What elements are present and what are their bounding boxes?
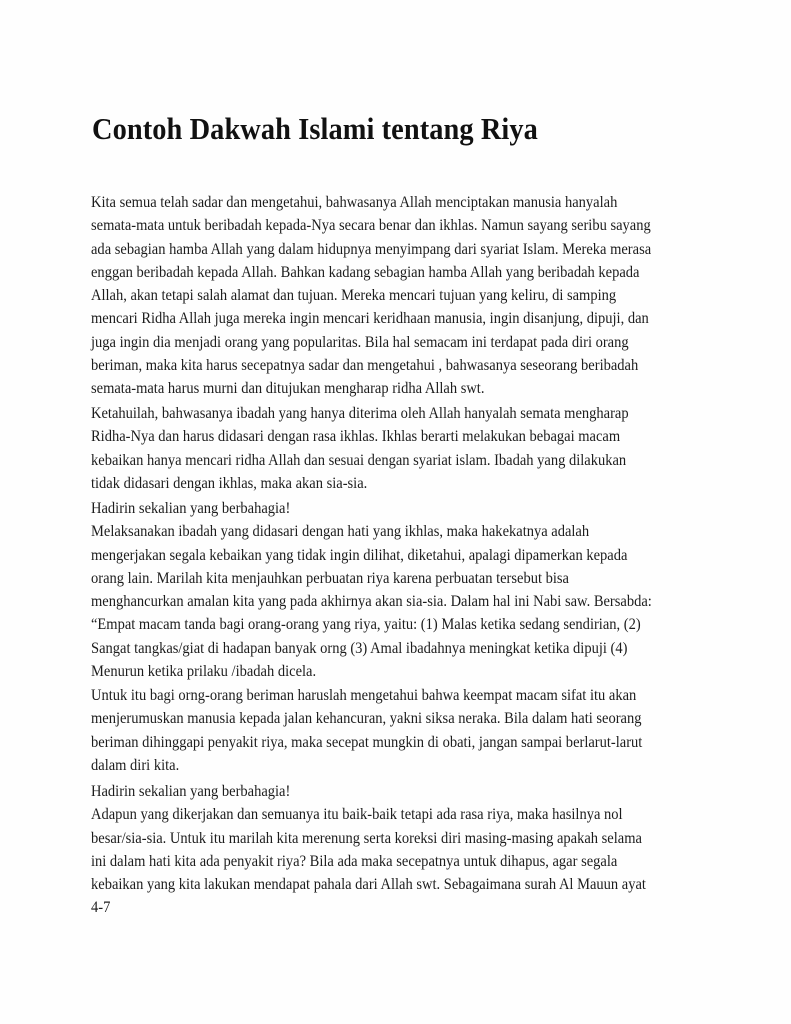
text-line: Adapun yang dikerjakan dan semuanya itu baik-baik tetapi ada rasa riya, maka hasilnya nol	[91, 806, 623, 824]
text-line: ada sebagian hamba Allah yang dalam hidupnya menyimpang dari syariat Islam. Mereka merasa	[91, 240, 652, 258]
text-line: semata-mata untuk beribadah kepada-Nya secara benar dan ikhlas. Namun sayang seribu sayang	[91, 217, 651, 235]
text-line: 4-7	[91, 899, 111, 917]
text-line: besar/sia-sia. Untuk itu marilah kita merenung serta koreksi diri masing-masing apakah selama	[91, 829, 642, 847]
text-line: beriman, maka kita harus secepatnya sadar dan mengetahui , bahwasanya seseorang beribadah	[91, 357, 639, 375]
text-line: mencari Ridha Allah juga mereka ingin mencari keridhaan manusia, ingin disanjung, dipuji, dan	[91, 310, 649, 328]
text-line: Melaksanakan ibadah yang didasari dengan hati yang ikhlas, maka hakekatnya adalah	[91, 523, 590, 541]
text-line: dalam diri kita.	[91, 756, 180, 774]
text-line: juga ingin dia menjadi orang yang popularitas. Bila hal semacam ini terdapat pada diri orang	[91, 333, 629, 351]
text-line: mengerjakan segala kebaikan yang tidak ingin dilihat, diketahui, apalagi dipamerkan kepada	[91, 546, 628, 564]
paragraph-penutup	[91, 780, 711, 920]
text-line: Ketahuilah, bahwasanya ibadah yang hanya diterima oleh Allah hanyalah semata mengharap	[91, 405, 629, 422]
text-line: tidak didasari dengan ikhlas, maka akan sia-sia.	[91, 474, 368, 492]
text-line: “Empat macam tanda bagi orang-orang yang riya, yaitu: (1) Malas ketika sedang sendirian, (2)	[91, 616, 641, 634]
text-line: enggan beribadah kepada Allah. Bahkan kadang sebagian hamba Allah yang beribadah kepada	[91, 263, 640, 281]
text-line: Sangat tangkas/giat di hadapan banyak orng (3) Amal ibadahnya meningkat ketika dipuji (4)	[91, 639, 628, 657]
greeting-line: Hadirin sekalian yang berbahagia!	[91, 500, 291, 517]
paragraph-intro	[91, 191, 711, 401]
document-title: Contoh Dakwah Islami tentang Riya	[92, 112, 538, 146]
text-line: orang lain. Marilah kita menjauhkan perbuatan riya karena perbuatan tersebut bisa	[91, 569, 569, 587]
text-line: menghancurkan amalan kita yang pada akhirnya akan sia-sia. Dalam hal ini Nabi saw. Bersabda:	[91, 593, 652, 611]
text-line: menjerumuskan manusia kepada jalan kehancuran, yakni siksa neraka. Bila dalam hati seorang	[91, 710, 642, 728]
text-line: Menurun ketika prilaku /ibadah dicela.	[91, 663, 317, 681]
text-line: Untuk itu bagi orng-orang beriman haruslah mengetahui bahwa keempat macam sifat itu akan	[91, 687, 637, 704]
text-line: kebaikan yang kita lakukan mendapat pahala dari Allah swt. Sebagaimana surah Al Mauun ayat	[91, 876, 646, 894]
text-line: ini dalam hati kita ada penyakit riya? Bila ada maka secepatnya untuk dihapus, agar segala	[91, 852, 618, 870]
text-line: Kita semua telah sadar dan mengetahui, bahwasanya Allah menciptakan manusia hanyalah	[91, 194, 618, 211]
text-line: beriman dihinggapi penyakit riya, maka secepat mungkin di obati, jangan sampai berlarut-larut	[91, 733, 643, 751]
paragraph-tanda-riya	[91, 497, 711, 683]
greeting-line: Hadirin sekalian yang berbahagia!	[91, 783, 291, 800]
text-line: Allah, akan tetapi salah alamat dan tujuan. Mereka mencari tujuan yang keliru, di samping	[91, 287, 617, 305]
paragraph-ikhlas	[91, 402, 711, 495]
text-line: semata-mata harus murni dan ditujukan mengharap ridha Allah swt.	[91, 380, 485, 398]
paragraph-kehancuran	[91, 684, 711, 777]
text-line: Ridha-Nya dan harus didasari dengan rasa ikhlas. Ikhlas berarti melakukan bebagai macam	[91, 428, 621, 446]
text-line: kebaikan hanya mencari ridha Allah dan sesuai dengan syariat islam. Ibadah yang dilakukan	[91, 451, 627, 469]
